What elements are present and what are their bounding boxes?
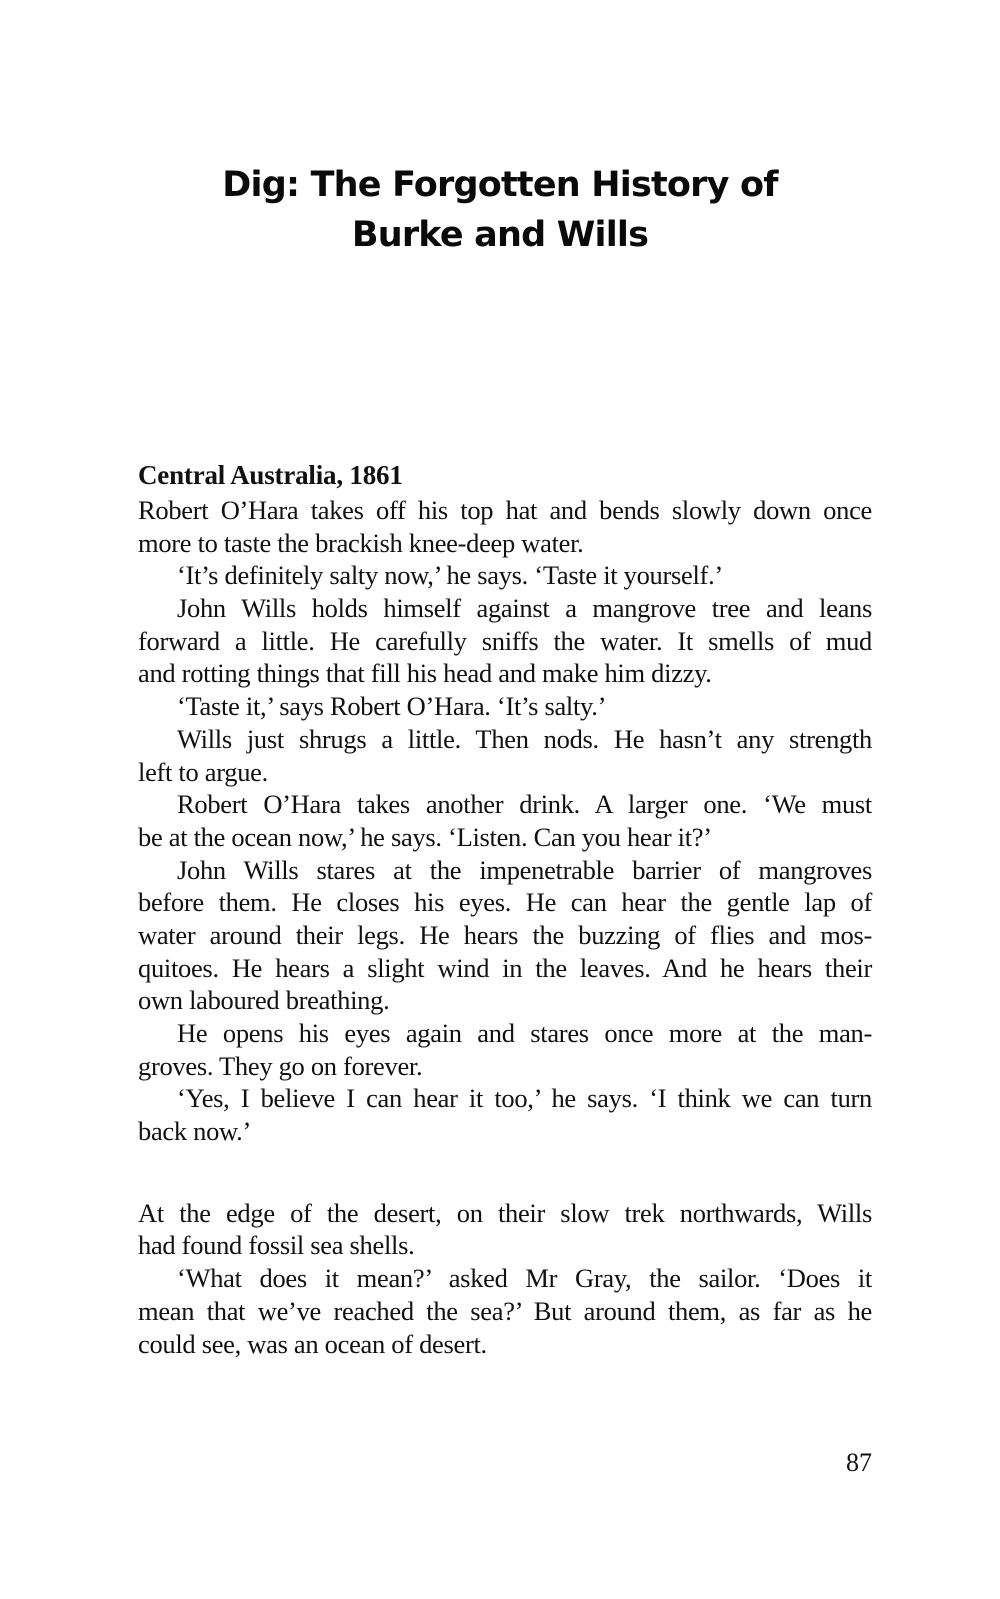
paragraph: [138, 690, 872, 723]
text-line: At the edge of the desert, on their slow trek northwards, Wills: [138, 1197, 872, 1228]
chapter-title-line: Dig: The Forgotten History of: [222, 165, 778, 205]
paragraph: [138, 1197, 872, 1262]
text-line: mean that we’ve reached the sea?’ But around them, as far as he: [138, 1295, 872, 1326]
paragraph: [138, 723, 872, 788]
chapter-title: [0, 160, 1000, 260]
section-body: [138, 494, 872, 1148]
section-break: [138, 1148, 872, 1197]
text-line: before them. He closes his eyes. He can hear the gentle lap of: [138, 887, 872, 918]
text-line: groves. They go on forever.: [138, 1050, 423, 1081]
paragraph: [138, 788, 872, 853]
text-line: had found fossil sea shells.: [138, 1230, 415, 1261]
paragraph: [138, 559, 872, 592]
paragraph: [138, 1262, 872, 1360]
text-line: Wills just shrugs a little. Then nods. He hasn’t any strength: [177, 723, 872, 754]
text-line: forward a little. He carefully sniffs the water. It smells of mud: [138, 625, 872, 656]
text-line: and rotting things that fill his head and make him dizzy.: [138, 658, 712, 689]
text-line: could see, was an ocean of desert.: [138, 1328, 487, 1359]
text-line: Robert O’Hara takes another drink. A larger one. ‘We must: [177, 789, 872, 820]
text-line: John Wills holds himself against a mangrove tree and leans: [177, 593, 872, 624]
chapter-title-line: Burke and Wills: [351, 215, 649, 255]
section-body: [138, 1197, 872, 1360]
paragraph: [138, 1017, 872, 1082]
text-line: ‘It’s definitely salty now,’ he says. ‘Taste it yourself.’: [177, 560, 723, 591]
paragraph: [138, 494, 872, 559]
text-line: ‘Taste it,’ says Robert O’Hara. ‘It’s salty.’: [177, 691, 607, 722]
text-line: ‘What does it mean?’ asked Mr Gray, the sailor. ‘Does it: [177, 1263, 872, 1294]
page-number: 87: [846, 1448, 872, 1477]
text-line: John Wills stares at the impenetrable barrier of mangroves: [177, 854, 872, 885]
body-text: [138, 456, 872, 1360]
text-line: back now.’: [138, 1116, 252, 1147]
text-line: be at the ocean now,’ he says. ‘Listen. Can you hear it?’: [138, 821, 712, 852]
text-line: left to argue.: [138, 756, 268, 787]
paragraph: [138, 592, 872, 690]
text-line: more to taste the brackish knee-deep water.: [138, 527, 584, 558]
text-line: own laboured breathing.: [138, 985, 390, 1016]
paragraph: [138, 854, 872, 1017]
paragraph: [138, 1082, 872, 1147]
text-line: quitoes. He hears a slight wind in the leaves. And he hears their: [138, 952, 872, 983]
text-line: ‘Yes, I believe I can hear it too,’ he says. ‘I think we can turn: [177, 1083, 872, 1114]
text-line: water around their legs. He hears the buzzing of flies and mos-: [138, 919, 872, 950]
text-line: He opens his eyes again and stares once more at the man-: [177, 1018, 872, 1048]
text-line: Robert O’Hara takes off his top hat and bends slowly down once: [138, 495, 872, 525]
section-heading: Central Australia, 1861: [138, 460, 403, 490]
